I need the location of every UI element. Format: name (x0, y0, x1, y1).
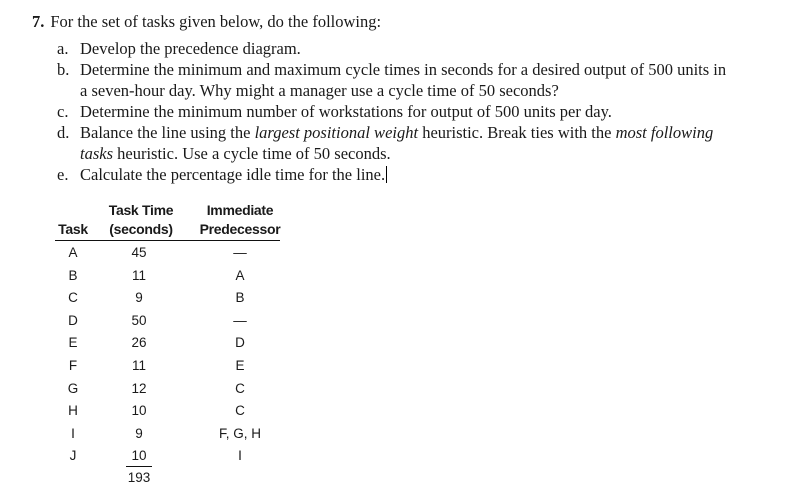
problem-heading (32, 11, 381, 32)
time-cell: 12 (131, 380, 147, 396)
item-letter: c. (57, 102, 69, 121)
emphasis-text: tasks (80, 144, 113, 163)
time-cell: 11 (131, 358, 146, 373)
time-cell: 10 (131, 403, 147, 419)
header-immediate: Immediate (206, 202, 274, 218)
header-task: Task (58, 221, 88, 237)
item-text (80, 164, 387, 185)
header-task-time: Task Time (108, 202, 174, 218)
text-cursor (386, 166, 387, 183)
time-cell: 50 (131, 312, 147, 328)
predecessor-cell: — (233, 245, 247, 260)
item-text-part: Balance the line using the (80, 123, 255, 142)
emphasis-text: most following (615, 123, 714, 142)
predecessor-cell: F, G, H (218, 425, 261, 441)
task-cell: A (68, 245, 78, 260)
item-text-part: heuristic. Break ties with the (418, 123, 616, 142)
header-predecessor: Predecessor (199, 221, 281, 237)
time-cell: 9 (135, 425, 143, 441)
emphasis-text: largest positional weight (254, 123, 419, 142)
task-cell: J (69, 448, 77, 464)
item-text-continued: a seven-hour day. Why might a manager use a cycle time of 50 seconds? (80, 81, 559, 100)
predecessor-cell: E (235, 358, 245, 373)
item-letter: a. (57, 39, 69, 58)
time-cell: 9 (135, 290, 143, 306)
time-cell: 26 (131, 335, 147, 351)
item-text: Determine the minimum and maximum cycle times in seconds for a desired output of 500 units in (80, 60, 727, 79)
problem-number: 7. (32, 12, 45, 31)
time-cell: 10 (131, 448, 147, 464)
task-cell: H (68, 403, 78, 419)
item-text (80, 122, 713, 143)
item-text: Develop the precedence diagram. (80, 39, 301, 58)
total-time: 193 (127, 470, 151, 485)
task-cell: E (68, 335, 78, 351)
predecessor-cell: D (235, 335, 245, 351)
task-cell: D (68, 312, 78, 328)
item-text-continued (80, 143, 391, 164)
task-cell: I (71, 425, 75, 441)
item-text: Determine the minimum number of workstations for output of 500 units per day. (80, 102, 612, 121)
predecessor-cell: C (235, 403, 245, 419)
task-cell: B (68, 267, 78, 283)
predecessor-cell: C (235, 380, 245, 396)
time-cell: 45 (131, 245, 147, 260)
item-text-part: Calculate the percentage idle time for the line. (80, 165, 386, 184)
task-cell: F (68, 358, 78, 373)
task-cell: C (68, 290, 78, 306)
predecessor-cell: — (233, 312, 247, 328)
item-letter: e. (57, 165, 69, 184)
header-seconds: (seconds) (109, 221, 173, 237)
time-cell: 11 (131, 267, 146, 283)
predecessor-cell: A (235, 267, 245, 283)
problem-intro: For the set of tasks given below, do the following: (50, 12, 382, 31)
header-rule (55, 240, 280, 241)
item-letter: b. (57, 60, 70, 79)
predecessor-cell: B (235, 290, 245, 306)
item-text-part: heuristic. Use a cycle time of 50 seconds. (113, 144, 391, 163)
predecessor-cell: I (238, 448, 242, 464)
sum-rule (126, 466, 152, 467)
task-cell: G (67, 380, 79, 396)
item-letter: d. (57, 123, 70, 142)
